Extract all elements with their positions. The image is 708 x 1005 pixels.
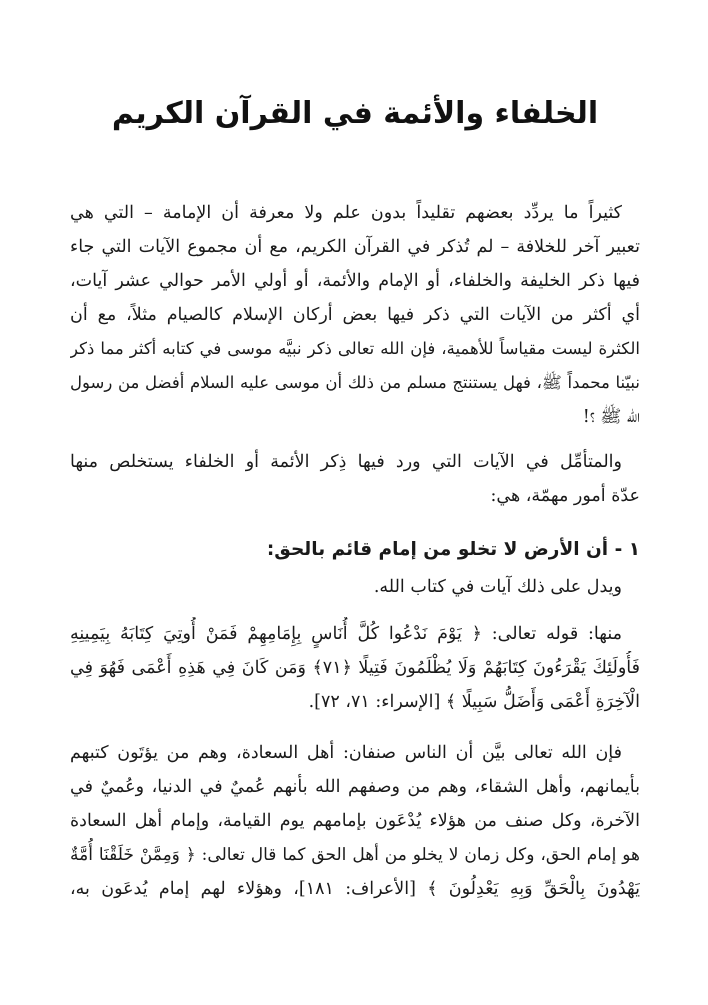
text-line: كثيراً ما يردِّد بعضهم تقليداً بدون علم ولا معرفة أن الإمامة – التي هي <box>70 203 622 223</box>
text-line: والمتأمِّل في الآيات التي ورد فيها ذِكر الأئمة أو الخلفاء يستخلص منها <box>70 452 622 472</box>
text-line: نبيّنا محمداً ﷺ، فهل يستنتج مسلم من ذلك أن موسى عليه السلام أفضل من رسول <box>70 373 640 392</box>
text-line: ويدل على ذلك آيات في كتاب الله. <box>373 577 622 597</box>
text-line: الكثرة ليست مقياساً للأهمية، فإن الله تعالى ذكر نبيَّه موسى في كتابه أكثر مما ذكر <box>70 339 640 358</box>
page-title: الخلفاء والأئمة في القرآن الكريم <box>111 96 599 131</box>
intro-paragraph <box>70 196 640 434</box>
text-line: أي أكثر من الآيات التي ذكر فيها بعض أركان الإسلام كالصيام مثلاً، مع أن <box>70 305 640 325</box>
text-line: الْآخِرَةِ أَعْمَى وَأَضَلُّ سَبِيلًا ﴾ [الإسراء: ٧١، ٧٢]. <box>308 692 640 712</box>
text-line: يَهْدُونَ بِالْحَقِّ وَبِهِ يَعْدِلُونَ ﴾ [الأعراف: ١٨١]، وهؤلاء لهم إمام يُدعَون به، <box>70 879 640 899</box>
text-line: الآخرة، وكل صنف من هؤلاء يُدْعَون بإمامهم يوم القيامة، وإمام أهل السعادة <box>70 811 640 831</box>
explanation-paragraph <box>70 736 640 906</box>
verse-paragraph <box>70 617 640 719</box>
text-line: منها: قوله تعالى: ﴿ يَوْمَ نَدْعُوا كُلَّ أُنَاسٍ بِإِمَامِهِمْ فَمَنْ أُوتِيَ كِتَابَهُ بِيَمِينِهِ <box>70 624 622 644</box>
section-heading: ١ - أن الأرض لا تخلو من إمام قائم بالحق: <box>266 539 640 560</box>
text-line: فإن الله تعالى بيَّن أن الناس صنفان: أهل السعادة، وهم من يؤتَون كتبهم <box>70 743 622 763</box>
text-line: بأيمانهم، وأهل الشقاء، وهم من وصفهم الله بأنهم عُميٌ في الدنيا، وعُميٌ في <box>70 777 640 797</box>
document-page <box>70 0 640 1005</box>
second-paragraph <box>70 445 640 513</box>
text-line: تعبير آخر للخلافة – لم تُذكر في القرآن الكريم، مع أن مجموع الآيات التي جاء <box>70 237 640 257</box>
evidence-paragraph <box>70 570 640 604</box>
text-line: الله ﷺ ؟! <box>582 407 640 427</box>
text-line: فيها ذكر الخليفة والخلفاء، أو الإمام والأئمة، أو أولي الأمر حوالي عشر آيات، <box>70 271 640 291</box>
text-line: هو إمام الحق، وكل زمان لا يخلو من أهل الحق كما قال تعالى: ﴿ وَمِمَّنْ خَلَقْنَا أُمَّةٌ <box>70 845 640 865</box>
text-line: فَأُولَئِكَ يَقْرَءُونَ كِتَابَهُمْ وَلَا يُظْلَمُونَ فَتِيلًا ﴿٧١﴾ وَمَن كَانَ فِي هَذِهِ أَعْمَى فَهُوَ فِي <box>70 658 640 678</box>
text-line: عدّة أمور مهمّة، هي: <box>490 486 640 506</box>
